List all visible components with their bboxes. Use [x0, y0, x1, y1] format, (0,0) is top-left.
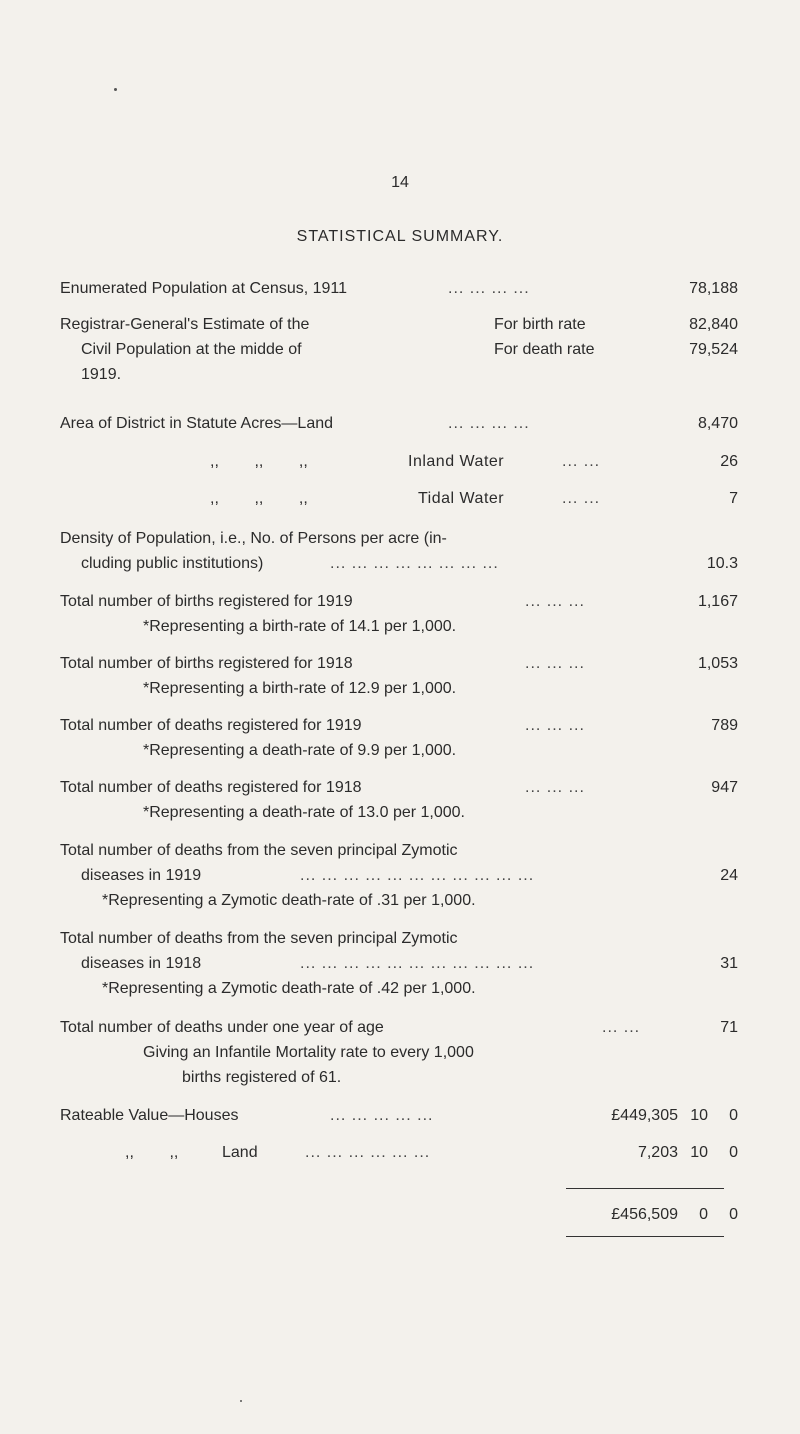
deaths-1919-note: *Representing a death-rate of 9.9 per 1,000. — [143, 742, 457, 759]
zymotic-1919-label-line2: diseases in 1919 — [81, 867, 202, 884]
density-label-line1: Density of Population, i.e., No. of Persons per acre (in- — [60, 530, 447, 547]
estimate-label-line3: 1919. — [81, 366, 122, 383]
deaths-1918-value: 947 — [711, 779, 738, 796]
infant-value: 71 — [720, 1019, 738, 1036]
rateable-land-pounds: 7,203 — [637, 1144, 678, 1161]
births-1919-label: Total number of births registered for 1919 — [60, 593, 353, 610]
estimate-label-line2: Civil Population at the midde of — [81, 341, 302, 358]
zymotic-1919-leader: ... ... ... ... ... ... ... ... ... ... ... — [300, 867, 535, 884]
zymotic-1918-label-line1: Total number of deaths from the seven principal Zymotic — [60, 930, 458, 947]
rateable-houses-pounds: £449,305 — [611, 1107, 678, 1124]
ditto-marks: ,, ,, — [125, 1144, 179, 1161]
deaths-1918-leader: ... ... ... — [525, 779, 585, 796]
births-1918-value: 1,053 — [697, 655, 738, 672]
birth-rate-population: 82,840 — [689, 316, 738, 333]
deaths-1919-label: Total number of deaths registered for 1919 — [60, 717, 362, 734]
deaths-1918-label: Total number of deaths registered for 1918 — [60, 779, 362, 796]
deaths-1919-value: 789 — [711, 717, 738, 734]
births-1919-leader: ... ... ... — [525, 593, 585, 610]
area-land-value: 8,470 — [697, 415, 738, 432]
infant-note-line1: Giving an Infantile Mortality rate to every 1,000 — [143, 1044, 474, 1061]
deaths-1918-note: *Representing a death-rate of 13.0 per 1,000. — [143, 804, 465, 821]
deaths-1919-leader: ... ... ... — [525, 717, 585, 734]
paper-speck — [114, 88, 117, 91]
paper-speck — [240, 1400, 242, 1402]
zymotic-1919-value: 24 — [720, 867, 738, 884]
area-inland-label: Inland Water — [408, 453, 505, 470]
total-rule-bottom — [566, 1236, 724, 1237]
census-value: 78,188 — [689, 280, 738, 297]
ditto-marks: ,, ,, ,, — [210, 453, 308, 470]
infant-leader: ... ... — [602, 1019, 641, 1036]
density-leader: ... ... ... ... ... ... ... ... — [330, 555, 499, 572]
area-tidal-value: 7 — [729, 490, 738, 507]
area-land-leader: ... ... ... ... — [448, 415, 530, 432]
births-1919-value: 1,167 — [697, 593, 738, 610]
area-inland-leader: ... ... — [562, 453, 601, 470]
density-label-line2: cluding public institutions) — [81, 555, 264, 572]
infant-label: Total number of deaths under one year of age — [60, 1019, 384, 1036]
total-rule-top — [566, 1188, 724, 1189]
zymotic-1918-leader: ... ... ... ... ... ... ... ... ... ... ... — [300, 955, 535, 972]
area-tidal-leader: ... ... — [562, 490, 601, 507]
births-1919-note: *Representing a birth-rate of 14.1 per 1,000. — [143, 618, 457, 635]
estimate-label-line1: Registrar-General's Estimate of the — [60, 316, 310, 333]
page-title: STATISTICAL SUMMARY. — [296, 228, 504, 245]
rateable-houses-leader: ... ... ... ... ... — [330, 1107, 434, 1124]
area-land-label: Area of District in Statute Acres—Land — [60, 415, 334, 432]
zymotic-1918-value: 31 — [720, 955, 738, 972]
zymotic-1919-note: *Representing a Zymotic death-rate of .31 per 1,000. — [102, 892, 476, 909]
death-rate-label: For death rate — [494, 341, 595, 358]
death-rate-population: 79,524 — [689, 341, 738, 358]
area-tidal-label: Tidal Water — [418, 490, 505, 507]
rateable-houses-shillings: 10 — [690, 1107, 708, 1124]
rateable-houses-pence: 0 — [729, 1107, 738, 1124]
density-value: 10.3 — [706, 555, 738, 572]
rateable-land-label: Land — [222, 1144, 258, 1161]
rateable-total-pence: 0 — [729, 1206, 738, 1223]
infant-note-line2: births registered of 61. — [182, 1069, 342, 1086]
rateable-total-pounds: £456,509 — [611, 1206, 678, 1223]
census-leader: ... ... ... ... — [448, 280, 530, 297]
zymotic-1919-label-line1: Total number of deaths from the seven principal Zymotic — [60, 842, 458, 859]
birth-rate-label: For birth rate — [494, 316, 586, 333]
rateable-total-shillings: 0 — [699, 1206, 708, 1223]
births-1918-leader: ... ... ... — [525, 655, 585, 672]
rateable-houses-label: Rateable Value—Houses — [60, 1107, 239, 1124]
ditto-marks: ,, ,, ,, — [210, 490, 308, 507]
births-1918-note: *Representing a birth-rate of 12.9 per 1,000. — [143, 680, 457, 697]
zymotic-1918-note: *Representing a Zymotic death-rate of .42 per 1,000. — [102, 980, 476, 997]
page-number: 14 — [391, 174, 409, 191]
census-label: Enumerated Population at Census, 1911 — [60, 280, 348, 297]
births-1918-label: Total number of births registered for 1918 — [60, 655, 353, 672]
zymotic-1918-label-line2: diseases in 1918 — [81, 955, 202, 972]
area-inland-value: 26 — [720, 453, 738, 470]
rateable-land-shillings: 10 — [690, 1144, 708, 1161]
rateable-land-pence: 0 — [729, 1144, 738, 1161]
rateable-land-leader: ... ... ... ... ... ... — [305, 1144, 431, 1161]
